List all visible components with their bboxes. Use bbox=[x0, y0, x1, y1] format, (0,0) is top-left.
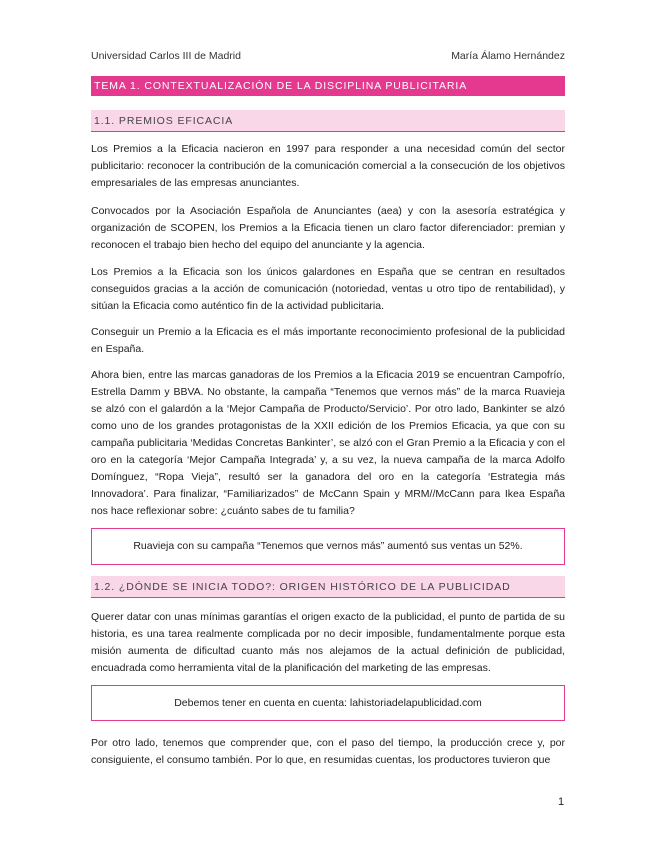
chapter-title: TEMA 1. CONTEXTUALIZACIÓN DE LA DISCIPLINA PUBLICITARIA bbox=[91, 76, 565, 96]
callout-ruavieja: Ruavieja con su campaña “Tenemos que vernos más” aumentó sus ventas un 52%. bbox=[91, 528, 565, 565]
paragraph: Querer datar con unas mínimas garantías el origen exacto de la publicidad, el punto de partida de su historia, es una tarea realmente complicada por no decir imposible, fundamentalmente porque esta misión aumenta de dificultad cuanto más nos alejamos de la actual definición de publicidad, encuadrada como herramienta vital de la planificación del marketing de las empresas. bbox=[91, 611, 565, 674]
paragraph: Los Premios a la Eficacia nacieron en 1997 para responder a una necesidad común del sector publicitario: reconocer la contribución de la comunicación comercial a la consecución de los objetivos empresariales de las empresas anunciantes. bbox=[91, 143, 565, 189]
page-number: 1 bbox=[558, 796, 565, 808]
section-heading-premios: 1.1. PREMIOS EFICACIA bbox=[91, 110, 565, 132]
paragraph: Conseguir un Premio a la Eficacia es el más importante reconocimiento profesional de la publicidad en España. bbox=[91, 326, 565, 355]
header-university: Universidad Carlos III de Madrid bbox=[91, 50, 241, 62]
header-author: María Álamo Hernández bbox=[451, 50, 565, 62]
section-heading-origen: 1.2. ¿DÓNDE SE INICIA TODO?: ORIGEN HISTÓRICO DE LA PUBLICIDAD bbox=[91, 576, 565, 598]
paragraph: Por otro lado, tenemos que comprender que, con el paso del tiempo, la producción crece y, por consiguiente, el consumo también. Por lo que, en resumidas cuentas, los productores tuvieron que bbox=[91, 737, 565, 766]
paragraph: Ahora bien, entre las marcas ganadoras de los Premios a la Eficacia 2019 se encuentran Campofrío, Estrella Damm y BBVA. No obstante, la campaña “Tenemos que vernos más” de la marca Ruavieja se alzó con el galardón a la ‘Mejor Campaña de Producto/Servicio’. Por otro lado, Bankinter se alzó como uno de los grandes protagonistas de la XXII edición de los Premios Eficacia, ya que con su campaña publicitaria ‘Medidas Concretas Bankinter’, se alzó con el Gran Premio a la Eficacia y con el oro en la categoría ‘Mejor Campaña Integrada’ y, a su vez, la nueva campaña de la marca Adolfo Domínguez, “Ropa Vieja”, resultó ser la ganadora del oro en la categoría ‘Estrategia más Innovadora’. Para finalizar, “Familiarizados” de McCann Spain y MRM//McCann para Ikea España nos hace reflexionar sobre: ¿cuánto sabes de tu familia? bbox=[91, 369, 565, 517]
paragraph: Convocados por la Asociación Española de Anunciantes (aea) y con la asesoría estratégica y organización de SCOPEN, los Premios a la Eficacia tienen un claro factor diferenciador: premian y reconocen el trabajo bien hecho del equipo del anunciante y la agencia. bbox=[91, 205, 565, 251]
callout-reference: Debemos tener en cuenta en cuenta: lahistoriadelapublicidad.com bbox=[91, 685, 565, 721]
paragraph: Los Premios a la Eficacia son los únicos galardones en España que se centran en resultados conseguidos gracias a la acción de comunicación (notoriedad, ventas u otro tipo de rentabilidad), y sitúan la Eficacia como auténtico fin de la actividad publicitaria. bbox=[91, 266, 565, 312]
